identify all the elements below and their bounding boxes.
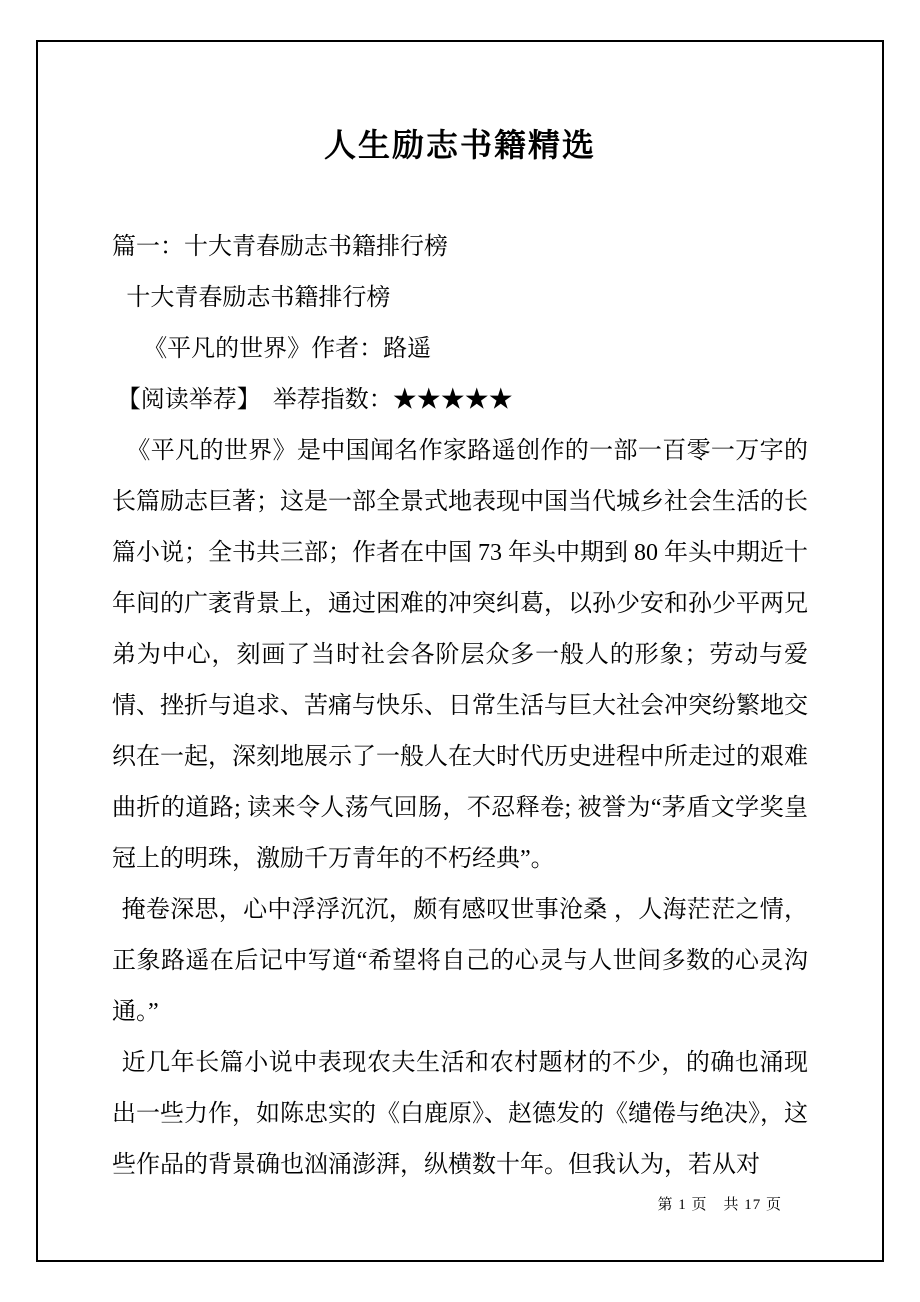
document-title: 人生励志书籍精选 bbox=[323, 127, 596, 163]
paragraph-reflection: 掩卷深思，心中浮浮沉沉，颇有感叹世事沧桑 ，人海茫茫之情，正象路遥在后记中写道“希望将自己的心灵与人世间多数的心灵沟通。” bbox=[112, 897, 808, 1025]
paragraph-rating: 【阅读举荐】 举荐指数：★★★★★ bbox=[116, 387, 513, 413]
page-number-label: 第 1 页 共 17 页 bbox=[657, 1197, 782, 1213]
paragraph-heading-1: 篇一：十大青春励志书籍排行榜 bbox=[112, 234, 448, 260]
page-footer bbox=[657, 1193, 782, 1214]
paragraph-book-intro: 《平凡的世界》是中国闻名作家路遥创作的一部一百零一万字的长篇励志巨著；这是一部全景式地表现中国当代城乡社会生活的长篇小说；全书共三部；作者在中国 73 年头中期到 80 年头中期近十年间的广袤背景上，通过困难的冲突纠葛，以孙少安和孙少平两兄弟为中心，刻画了当时社会各阶层众多一般人的形象；劳动与爱情、挫折与追求、苦痛与快乐、日常生活与巨大社会冲突纷繁地交织在一起，深刻地展示了一般人在大时代历史进程中所走过的艰难曲折的道路; 读来令人荡气回肠，不忍释卷; 被誉为“茅盾文学奖皇冠上的明珠，激励千万青年的不朽经典”。 bbox=[112, 438, 808, 872]
paragraph-recent-novels: 近几年长篇小说中表现农夫生活和农村题材的不少，的确也涌现出一些力作，如陈忠实的《白鹿原》、赵德发的《缱倦与绝决》，这些作品的背景确也汹涌澎湃，纵横数十年。但我认为，若从对 bbox=[112, 1050, 808, 1178]
paragraph-heading-2: 十大青春励志书籍排行榜 bbox=[126, 285, 391, 311]
paragraph-book-author: 《平凡的世界》作者：路遥 bbox=[143, 336, 432, 362]
document-page bbox=[36, 40, 884, 1262]
document-body bbox=[112, 222, 808, 1191]
